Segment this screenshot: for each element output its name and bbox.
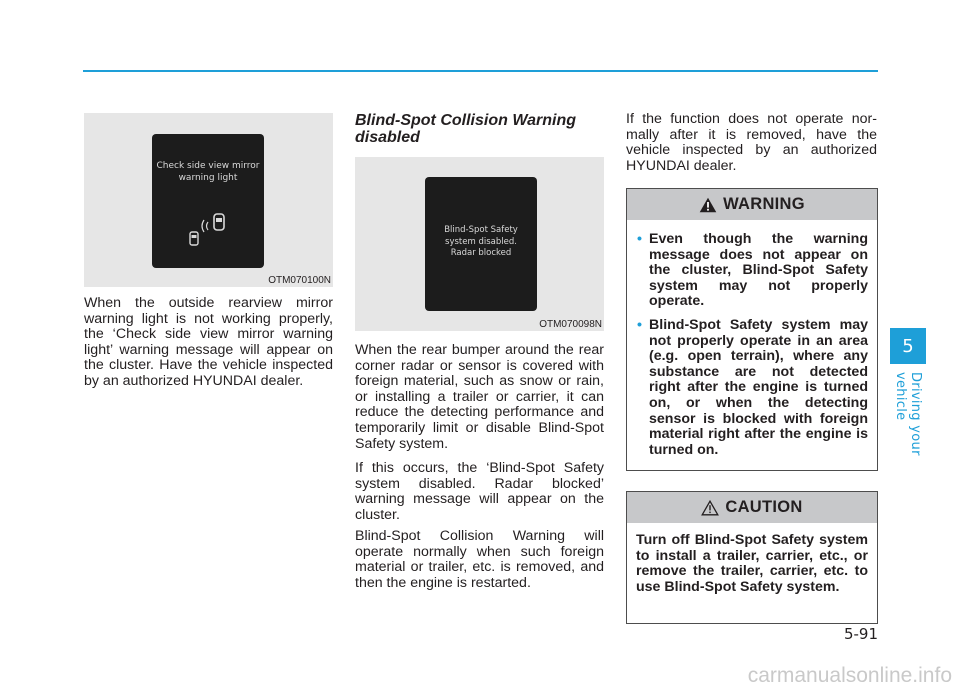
cluster-screen: [425, 177, 537, 311]
middle-paragraph-3: Blind-Spot Collision Warning will operate normally when such foreign material or trailer, etc. is removed, and then the engine is restarted.: [355, 528, 604, 591]
caution-box: [626, 491, 878, 624]
middle-paragraph-1: When the rear bumper around the rear corner radar or sensor is covered with foreign material, such as snow or rain, or installing a trailer or carrier, it can reduce the detecting performance and temporarily limit or disable Blind-Spot Safety system.: [355, 342, 604, 452]
car-with-radar-waves-icon: [188, 210, 234, 252]
caution-header: [627, 492, 877, 523]
warning-item-text: Blind-Spot Safety system may not properly operate in an area (e.g. open terrain), where any substance are not detected right after the engine is turned on, or when the detecting sensor is blocked with foreign material right after the engine is turned on.: [649, 316, 868, 458]
bullet-icon: •: [637, 231, 642, 247]
figure-code: OTM070100N: [268, 275, 331, 286]
section-heading: Blind-Spot Collision Warning disabled: [355, 112, 577, 146]
figure-mirror-warning: [84, 113, 333, 287]
cluster-screen: [152, 134, 264, 268]
left-paragraph: When the outside rearview mirror warning light is not working properly, the ‘Check side view mirror warning light’ warning message will appear on the cluster. Have the vehicle inspected by an authorized HYUNDAI dealer.: [84, 295, 333, 389]
warning-body: [627, 220, 877, 458]
top-rule: [83, 70, 878, 72]
right-paragraph: If the function does not operate normally after it is removed, have the vehicle inspected by an authorized HYUNDAI dealer.: [626, 111, 877, 174]
middle-paragraph-2: If this occurs, the ‘Blind-Spot Safety system disabled. Radar blocked’ warning message will appear on the cluster.: [355, 460, 604, 523]
warning-title: WARNING: [723, 195, 805, 213]
warning-list: [635, 232, 868, 458]
chapter-title: Driving your vehicle: [893, 372, 923, 456]
caution-icon: [701, 500, 719, 516]
cluster-message: Check side view mirror warning light: [156, 161, 260, 183]
warning-item: [635, 318, 868, 458]
page-number: 5-91: [843, 625, 878, 643]
warning-item: [635, 232, 868, 310]
figure-radar-blocked: [355, 157, 604, 331]
chapter-number-tab: 5: [890, 328, 926, 364]
warning-header: [627, 189, 877, 220]
warning-icon: [699, 197, 717, 213]
warning-item-text: Even though the warning message does not appear on the cluster, Blind-Spot Safety system may not properly operate.: [649, 231, 868, 310]
warning-box: [626, 188, 878, 471]
bullet-icon: •: [637, 316, 642, 333]
figure-code: OTM070098N: [539, 319, 602, 330]
caution-title: CAUTION: [725, 498, 803, 516]
caution-text: Turn off Blind-Spot Safety system to install a trailer, carrier, etc., or remove the trailer, carrier, etc. to use Blind-Spot Safety system.: [636, 532, 868, 595]
cluster-message: Blind-Spot Safety system disabled. Radar blocked: [444, 225, 518, 258]
watermark: carmanualsonline.info: [747, 664, 952, 687]
